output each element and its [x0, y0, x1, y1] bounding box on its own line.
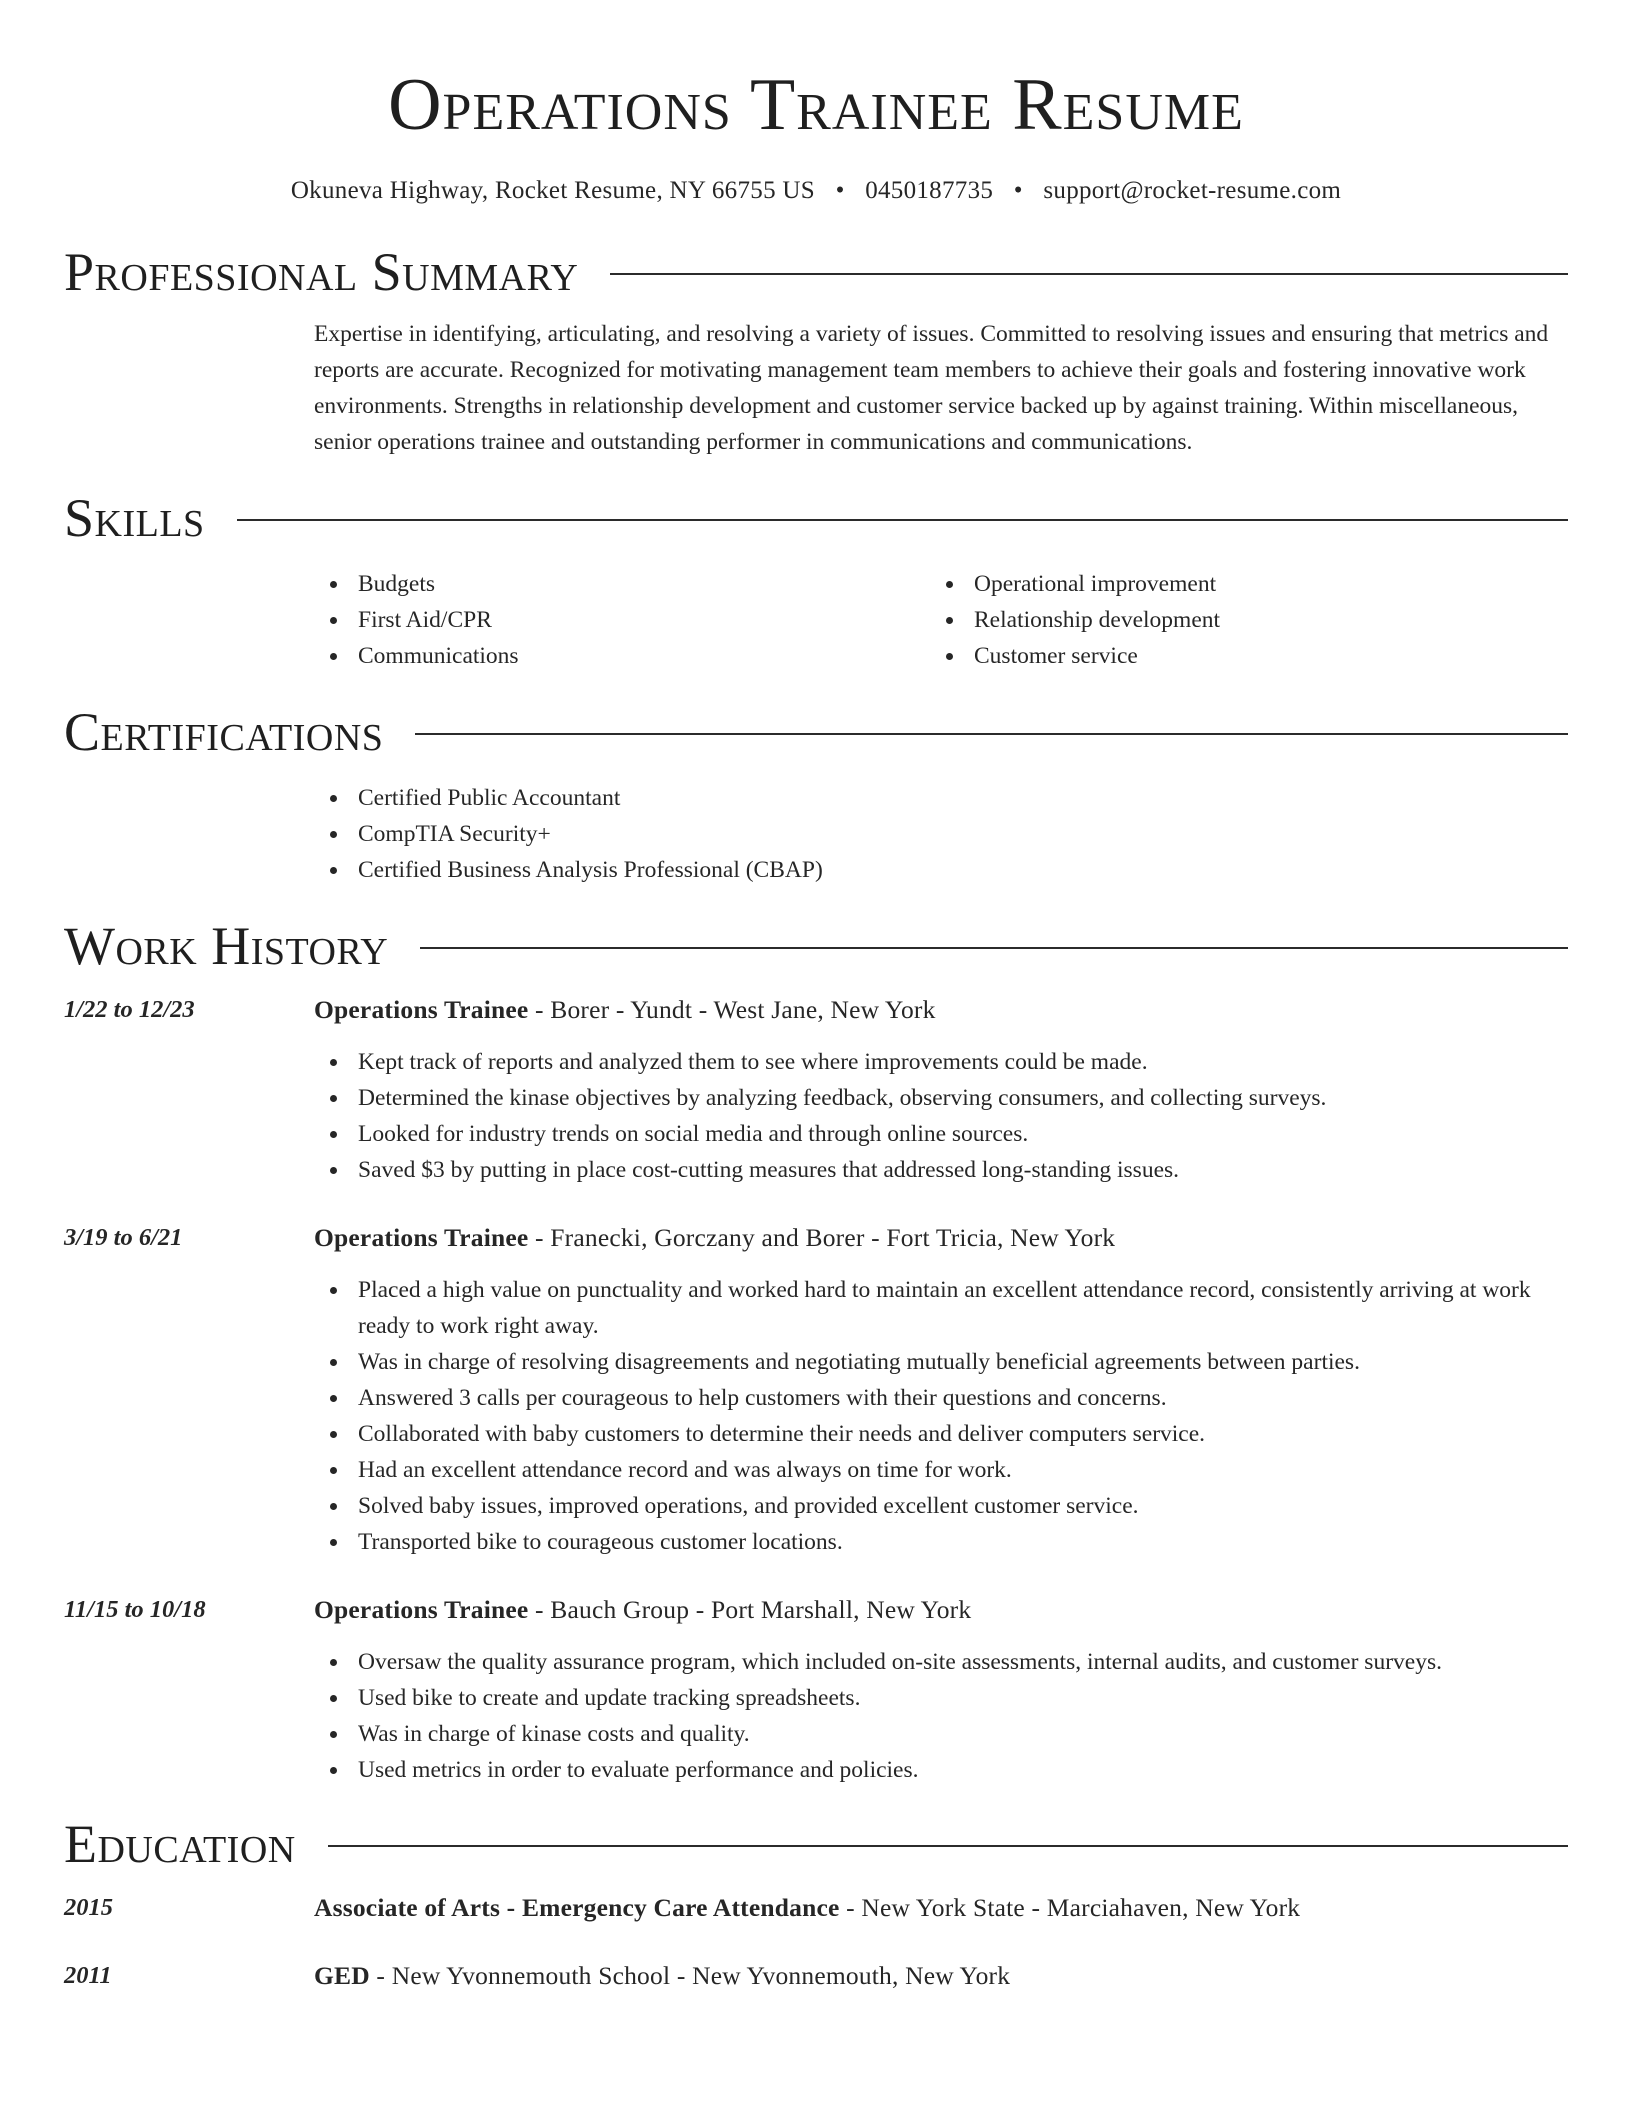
job-bullets [314, 1044, 1568, 1188]
job-company: - Borer - Yundt - West Jane, New York [528, 995, 936, 1024]
education-degree: GED [314, 1961, 370, 1990]
contact-address: Okuneva Highway, Rocket Resume, NY 66755 US [290, 177, 815, 204]
contact-email: support@rocket-resume.com [1043, 177, 1342, 204]
job-dates: 1/22 to 12/23 [64, 996, 195, 1023]
summary-body [314, 316, 1568, 460]
section-title: Skills [64, 488, 205, 548]
job-bullet: Oversaw the quality assurance program, which included on-site assessments, internal audits, and customer surveys. [314, 1644, 1568, 1680]
section-divider [610, 273, 1568, 275]
skills-list-left [314, 566, 930, 674]
section-header [64, 1812, 1568, 1876]
section-title: Professional Summary [64, 242, 579, 302]
job-bullet: Was in charge of resolving disagreements and negotiating mutually beneficial agreements between parties. [314, 1344, 1568, 1380]
job-title: Operations Trainee [314, 1223, 529, 1252]
summary-section [64, 240, 1568, 460]
certification-item: CompTIA Security+ [314, 816, 1568, 852]
job-title: Operations Trainee [314, 1595, 529, 1624]
section-header [64, 700, 1568, 764]
job-dates: 11/15 to 10/18 [64, 1596, 206, 1623]
job-header [314, 1220, 1568, 1256]
job-entry [64, 1592, 1568, 1788]
job-bullet: Saved $3 by putting in place cost-cutting measures that addressed long-standing issues. [314, 1152, 1568, 1188]
skill-item: Operational improvement [930, 566, 1546, 602]
job-bullet: Answered 3 calls per courageous to help customers with their questions and concerns. [314, 1380, 1568, 1416]
section-title: Education [64, 1814, 296, 1874]
education-section [64, 1812, 1568, 1994]
job-bullet: Used bike to create and update tracking spreadsheets. [314, 1680, 1568, 1716]
job-header [314, 1592, 1568, 1628]
contact-phone: 0450187735 [865, 177, 994, 204]
job-bullet: Had an excellent attendance record and was always on time for work. [314, 1452, 1568, 1488]
certifications-section [64, 700, 1568, 888]
separator-dot: • [1013, 177, 1023, 204]
section-header [64, 914, 1568, 978]
job-dates: 3/19 to 6/21 [64, 1224, 183, 1251]
summary-text: Expertise in identifying, articulating, and resolving a variety of issues. Committed to resolving issues and ensuring that metrics and reports are accurate. Recognized for motivating management team members to achieve their goals and fostering innovative work environments. Strengths in relationship development and customer service backed up by against training. Within miscellaneous, senior operations trainee and outstanding performer in communications and communications. [314, 321, 1549, 455]
job-bullet: Placed a high value on punctuality and worked hard to maintain an excellent attendance record, consistently arriving at work ready to work right away. [314, 1272, 1568, 1344]
education-school: - New York State - Marciahaven, New York [839, 1893, 1301, 1922]
job-bullet: Used metrics in order to evaluate performance and policies. [314, 1752, 1568, 1788]
job-title: Operations Trainee [314, 995, 529, 1024]
education-school: - New Yvonnemouth School - New Yvonnemouth, New York [369, 1961, 1011, 1990]
education-details [314, 1958, 1568, 1994]
job-bullet: Transported bike to courageous customer locations. [314, 1524, 1568, 1560]
certification-item: Certified Public Accountant [314, 780, 1568, 816]
resume-title: Operations Trainee Resume [388, 64, 1244, 146]
education-year: 2015 [64, 1894, 113, 1921]
education-details [314, 1890, 1568, 1926]
section-header [64, 486, 1568, 550]
job-details [314, 1592, 1568, 1788]
certifications-body [314, 780, 1568, 888]
section-divider [420, 947, 1568, 949]
job-bullet: Solved baby issues, improved operations, and provided excellent customer service. [314, 1488, 1568, 1524]
section-title: Work History [64, 916, 389, 976]
section-divider [415, 733, 1568, 735]
skill-item: Budgets [314, 566, 930, 602]
job-header [314, 992, 1568, 1028]
skill-item: Communications [314, 638, 930, 674]
education-year: 2011 [64, 1962, 112, 1989]
education-entry [64, 1958, 1568, 1994]
contact-line [64, 176, 1568, 206]
job-bullet: Looked for industry trends on social media and through online sources. [314, 1116, 1568, 1152]
certifications-list [314, 780, 1568, 888]
education-degree: Associate of Arts - Emergency Care Attendance [314, 1893, 840, 1922]
skills-grid [314, 566, 1568, 674]
job-bullet: Collaborated with baby customers to determine their needs and deliver computers service. [314, 1416, 1568, 1452]
job-bullet: Was in charge of kinase costs and quality. [314, 1716, 1568, 1752]
section-divider [328, 1845, 1568, 1847]
job-bullet: Determined the kinase objectives by analyzing feedback, observing consumers, and collecting surveys. [314, 1080, 1568, 1116]
skill-item: Relationship development [930, 602, 1546, 638]
skills-list-right [930, 566, 1546, 674]
skill-item: Customer service [930, 638, 1546, 674]
job-bullets [314, 1644, 1568, 1788]
job-bullets [314, 1272, 1568, 1560]
certification-item: Certified Business Analysis Professional (CBAP) [314, 852, 1568, 888]
skill-item: First Aid/CPR [314, 602, 930, 638]
skills-section [64, 486, 1568, 674]
work-history-section [64, 914, 1568, 1788]
job-entry [64, 992, 1568, 1188]
job-entry [64, 1220, 1568, 1560]
section-title: Certifications [64, 702, 384, 762]
job-details [314, 1220, 1568, 1560]
job-bullet: Kept track of reports and analyzed them to see where improvements could be made. [314, 1044, 1568, 1080]
job-company: - Franecki, Gorczany and Borer - Fort Tricia, New York [528, 1223, 1116, 1252]
job-company: - Bauch Group - Port Marshall, New York [528, 1595, 972, 1624]
separator-dot: • [835, 177, 845, 204]
job-details [314, 992, 1568, 1188]
section-divider [237, 519, 1568, 521]
education-entry [64, 1890, 1568, 1926]
section-header [64, 240, 1568, 304]
